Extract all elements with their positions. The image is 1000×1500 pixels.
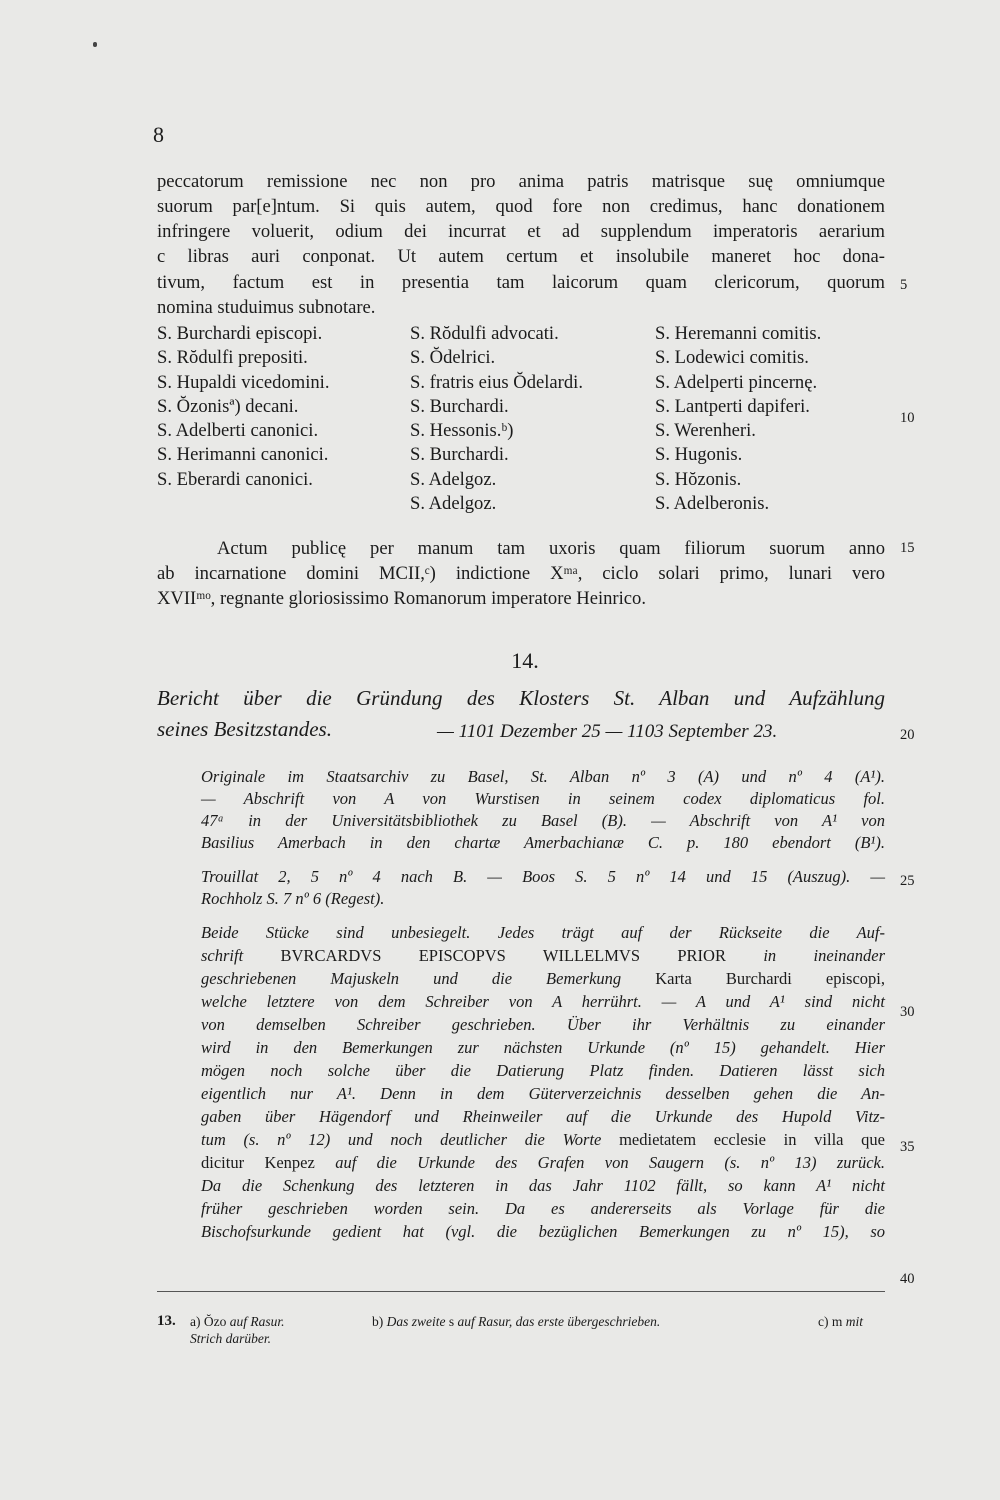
footnote-text: b) xyxy=(372,1314,387,1329)
inscription-majuscule: BVRCARDVS EPISCOPVS WILLELMVS PRIOR xyxy=(280,946,726,965)
note-line xyxy=(201,1129,885,1151)
footnote-label: 13. xyxy=(157,1313,176,1329)
quoted-latin: Karta Burchardi episcopi, xyxy=(655,969,885,988)
document-title-cont: seines Besitzstandes. xyxy=(157,717,332,741)
witness-entry: S. Burchardi. xyxy=(410,444,509,466)
text-line: suorum par[e]ntum. Si quis autem, quod fore non credimus, hanc donationem xyxy=(157,196,885,217)
witness-entry: S. Heremanni comitis. xyxy=(655,323,822,344)
witness-column-2 xyxy=(410,322,583,516)
witness-entry: S. Rŏdulfi advocati. xyxy=(410,323,559,344)
footnote-text: mit xyxy=(845,1314,864,1329)
witness-entry: S. Adelperti pincernę. xyxy=(655,371,818,393)
witness-column-1 xyxy=(157,322,330,492)
note-line: von demselben Schreiber geschrieben. Über ihr Verhältnis zu einander xyxy=(201,1015,885,1034)
note-text: schrift xyxy=(201,946,281,965)
note-line: Rochholz S. 7 nº 6 (Regest). xyxy=(201,889,385,908)
note-line: Bischofsurkunde gedient hat (vgl. die bezüglichen Bemerkungen zu nº 15), so xyxy=(201,1222,885,1241)
text-line: Actum publicę per manum tam uxoris quam filiorum suorum anno xyxy=(217,538,885,559)
note-line: gaben über Hägendorf und Rheinweiler auf die Urkunde des Hupold Vitz- xyxy=(201,1107,885,1126)
note-line xyxy=(201,1152,885,1174)
margin-line-number: 10 xyxy=(900,410,915,426)
witness-entry: S. Adelberti canonici. xyxy=(157,420,319,442)
note-line: mögen noch solche über die Datierung Platz finden. Datieren lässt sich xyxy=(201,1061,885,1080)
quoted-latin: dicitur Kenpez xyxy=(201,1153,315,1172)
footnote-text: c) m xyxy=(818,1314,846,1329)
document-title: Bericht über die Gründung des Klosters St. Alban und Aufzählung xyxy=(157,686,885,710)
note-line: 47ᵃ in der Universitätsbibliothek zu Basel (B). — Abschrift von A¹ von xyxy=(201,811,885,830)
witness-entry: S. Lodewici comitis. xyxy=(655,347,809,369)
footnote-text: Strich darüber. xyxy=(190,1331,271,1346)
witness-column-3 xyxy=(655,322,821,516)
document-number: 14. xyxy=(511,648,539,673)
footnote-a xyxy=(190,1314,285,1330)
witness-entry: S. Eberardi canonici. xyxy=(157,468,313,490)
witness-entry: S. Adelberonis. xyxy=(655,493,770,515)
witness-entry: S. Ŏzonisª) decani. xyxy=(157,395,299,417)
text-line: nomina studuimus subnotare. xyxy=(157,297,376,318)
footnote-text: s xyxy=(445,1314,458,1329)
text-line: c libras auri conponat. Ut autem certum et insolubile maneret hoc dona- xyxy=(157,246,885,267)
footnote-b xyxy=(372,1314,660,1330)
witness-entry: S. Burchardi. xyxy=(410,395,509,417)
text-line: peccatorum remissione nec non pro anima patris matrisque suę omniumque xyxy=(157,171,885,192)
footnote-text: auf Rasur. xyxy=(229,1314,285,1329)
witness-entry: S. Adelgoz. xyxy=(410,493,497,515)
witness-entry: S. Werenheri. xyxy=(655,420,756,442)
note-line: Trouillat 2, 5 nº 4 nach B. — Boos S. 5 nº 14 und 15 (Auszug). — xyxy=(201,867,885,886)
text-line: ab incarnatione domini MCII,ᶜ) indictione Xᵐᵃ, ciclo solari primo, lunari vero xyxy=(157,563,885,584)
note-text: geschriebenen Majuskeln und die Bemerkung xyxy=(201,969,656,988)
footnote-rule xyxy=(157,1291,885,1292)
note-text: tum (s. nº 12) und noch deutlicher die Worte xyxy=(201,1130,620,1149)
note-line: welche letztere von dem Schreiber von A herrührt. — A und A¹ sind nicht xyxy=(201,992,885,1011)
note-line: Beide Stücke sind unbesiegelt. Jedes trägt auf der Rückseite die Auf- xyxy=(201,923,885,942)
note-text: in ineinander xyxy=(725,946,885,965)
witness-entry: S. Hessonis.ᵇ) xyxy=(410,420,514,442)
note-line: Da die Schenkung des letzteren in das Jahr 1102 fällt, so kann A¹ nicht xyxy=(201,1176,885,1195)
witness-entry: S. Hugonis. xyxy=(655,444,743,466)
note-line: — Abschrift von A von Wurstisen in seinem codex diplomaticus fol. xyxy=(201,789,885,808)
footnote-text: auf Rasur, das erste übergeschrieben. xyxy=(457,1314,661,1329)
margin-line-number: 40 xyxy=(900,1271,915,1287)
margin-line-number: 15 xyxy=(900,540,915,556)
note-text: auf die Urkunde des Grafen von Saugern (s. nº 13) zurück. xyxy=(314,1153,885,1172)
note-line: eigentlich nur A¹. Denn in dem Güterverzeichnis desselben gehen die An- xyxy=(201,1084,885,1103)
witness-entry: S. Burchardi episcopi. xyxy=(157,323,323,344)
scan-speck xyxy=(93,42,97,47)
footnote-a-cont xyxy=(190,1331,271,1347)
note-line xyxy=(201,968,885,990)
text-line: XVIIᵐᵒ, regnante gloriosissimo Romanorum imperatore Heinrico. xyxy=(157,588,646,609)
witness-entry: S. Herimanni canonici. xyxy=(157,444,329,466)
note-line: früher geschrieben worden sein. Da es andererseits als Vorlage für die xyxy=(201,1199,885,1218)
document-date-range: — 1101 Dezember 25 — 1103 September 23. xyxy=(437,721,778,742)
witness-entry: S. Adelgoz. xyxy=(410,468,497,490)
page-number: 8 xyxy=(153,122,164,147)
margin-line-number: 20 xyxy=(900,727,915,743)
note-line: Originale im Staatsarchiv zu Basel, St. Alban nº 3 (A) und nº 4 (A¹). xyxy=(201,767,885,786)
footnote-text: a) Ŏzo xyxy=(190,1314,230,1329)
footnote-c xyxy=(818,1314,863,1330)
witness-entry: S. Ŏdelrici. xyxy=(410,347,496,369)
footnote-text: Das zweite xyxy=(386,1314,446,1329)
note-line: Basilius Amerbach in den chartæ Amerbachianæ C. p. 180 ebendort (B¹). xyxy=(201,833,885,852)
margin-line-number: 25 xyxy=(900,873,915,889)
margin-line-number: 35 xyxy=(900,1139,915,1155)
witness-entry: S. fratris eius Ŏdelardi. xyxy=(410,371,583,393)
text-line: infringere voluerit, odium dei incurrat et ad supplendum imperatoris aerarium xyxy=(157,221,885,242)
margin-line-number: 5 xyxy=(900,277,908,293)
witness-entry: S. Rŏdulfi prepositi. xyxy=(157,347,308,369)
witness-entry: S. Hŏzonis. xyxy=(655,468,742,490)
margin-line-number: 30 xyxy=(900,1004,915,1020)
witness-entry: S. Hupaldi vicedomini. xyxy=(157,371,330,393)
quoted-latin: medietatem ecclesie in villa que xyxy=(619,1130,886,1149)
note-line: wird in den Bemerkungen zur nächsten Urkunde (nº 15) gehandelt. Hier xyxy=(201,1038,885,1057)
text-line: tivum, factum est in presentia tam laicorum quam clericorum, quorum xyxy=(157,272,885,293)
witness-entry: S. Lantperti dapiferi. xyxy=(655,395,810,417)
note-line xyxy=(201,945,885,967)
